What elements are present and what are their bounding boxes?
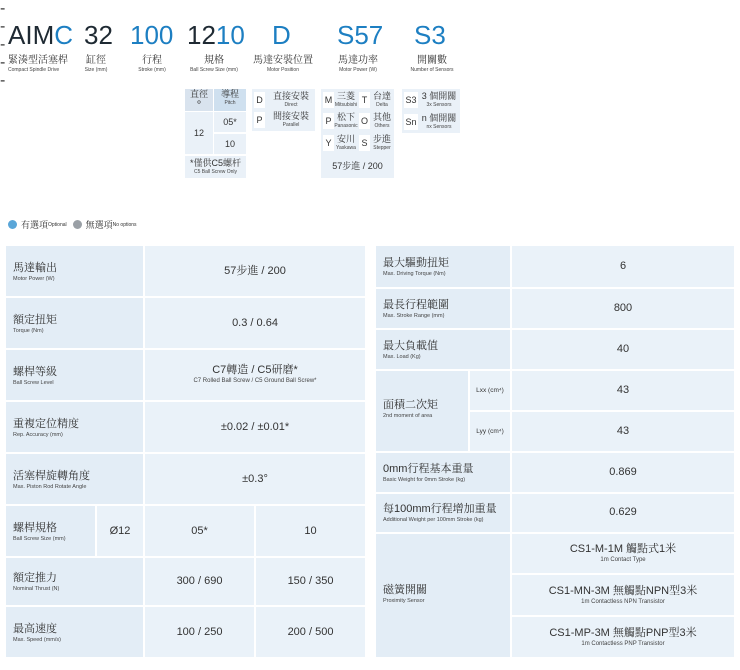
row-add-weight-value: 0.629 (512, 494, 734, 532)
row-driving-torque-value: 6 (512, 246, 734, 287)
row-sensor-label: 磁簧開關 Proximity Sensor (376, 534, 510, 657)
row-driving-torque-label: 最大驅動扭矩 Max. Driving Torque (Nm) (376, 246, 510, 287)
dash: - (0, 72, 6, 89)
segment-label-stroke: 行程 Stroke (mm) (138, 55, 166, 73)
row-stroke-range-value: 800 (512, 289, 734, 328)
screw-head-pitch-text: 導程 Pitch (220, 89, 239, 106)
motor-mitsubishi: 三菱 Mitsubishi (334, 91, 358, 108)
sensor-item: CS1-M-1M 觸點式1米 1m Contact Type (512, 534, 734, 573)
position-options (252, 89, 315, 131)
bore-code: 32 (84, 20, 113, 50)
dash: - (0, 18, 6, 35)
dash: - (0, 0, 6, 17)
row-screw-size-label: 螺桿規格 Ball Screw Size (mm) (6, 506, 95, 556)
dash: - (0, 54, 6, 71)
sensor-3x: 3 個開關 3x Sensors (421, 91, 457, 108)
sensor-code: S3 (414, 20, 446, 50)
row-rotate-value: ±0.3° (145, 454, 365, 504)
row-load-value: 40 (512, 330, 734, 369)
row-stroke-range-label: 最長行程範圍 Max. Stroke Range (mm) (376, 289, 510, 328)
screw-head-diameter-text: 直徑 Φ (189, 89, 208, 106)
row-speed-b: 200 / 500 (256, 607, 365, 657)
row-moment-lxx-value: 43 (512, 371, 734, 410)
screw-pitch-a: 05* (223, 117, 237, 127)
row-moment-lyy-value: 43 (512, 412, 734, 451)
motor-options (321, 89, 394, 178)
row-rotate-label: 活塞桿旋轉角度 Max. Piston Rod Rotate Angle (6, 454, 143, 504)
row-speed-a: 100 / 250 (145, 607, 254, 657)
motor-code-o: O (359, 113, 370, 129)
segment-label-screw: 規格 Ball Screw Size (mm) (190, 55, 238, 73)
position-code-d: D (254, 92, 265, 108)
legend-none-en: No options (112, 221, 137, 228)
segment-label-motor: 馬達功率 Motor Power (W) (338, 55, 378, 73)
legend-none: 無選項 (85, 220, 113, 230)
row-speed-label: 最高速度 Max. Speed (mm/s) (6, 607, 143, 657)
position-parallel: 間接安裝 Parallel (272, 111, 309, 128)
motor-stepper: 步進 Stepper (372, 134, 391, 151)
row-torque-label: 額定扭矩 Torque (Nm) (6, 298, 143, 348)
row-basic-weight-label: 0mm行程基本重量 Basic Weight for 0mm Stroke (kg) (376, 453, 510, 492)
dash: - (0, 36, 6, 53)
sensor-options (402, 89, 460, 133)
no-options-dot-icon (73, 220, 82, 229)
screw-code: 1210 (187, 20, 245, 50)
model-code (0, 0, 740, 90)
row-moment-lyy-label: Lyy (cm⁴) (470, 412, 510, 451)
row-screw-size-dia: Ø12 (97, 506, 143, 556)
row-load-label: 最大負載值 Max. Load (Kg) (376, 330, 510, 369)
row-screw-size-pitch-b: 10 (256, 506, 365, 556)
motor-code-s: S (359, 135, 370, 151)
motor-code-m: M (323, 92, 334, 108)
screw-diameter: 12 (193, 128, 204, 138)
screw-pitch-b: 10 (224, 139, 235, 149)
motor-code: S57 (337, 20, 384, 50)
model-prefix: AIMC (8, 20, 74, 50)
motor-panasonic: 松下 Panasonic (334, 112, 358, 129)
position-code: D (272, 20, 291, 50)
row-motor-power-label: 馬達輸出 Motor Power (W) (6, 246, 143, 296)
optional-dot-icon (8, 220, 17, 229)
row-basic-weight-value: 0.869 (512, 453, 734, 492)
motor-code-t: T (359, 92, 370, 108)
segment-label-sensors: 開關數 Number of Sensors (410, 55, 454, 73)
sensor-item: CS1-MP-3M 無觸點PNP型3米 1m Contactless PNP Transistor (512, 617, 734, 657)
screw-note: *僅供C5螺杆 C5 Ball Screw Only (189, 158, 241, 175)
row-screw-level-value: C7轉造 / C5研磨* C7 Rolled Ball Screw / C5 Ground Ball Screw* (145, 350, 365, 400)
motor-yaskawa: 安川 Yaskawa (336, 134, 356, 151)
row-moment-label: 面積二次矩 2nd moment of area (376, 371, 468, 451)
sensor-code-s3: S3 (404, 92, 418, 108)
row-accuracy-value: ±0.02 / ±0.01* (145, 402, 365, 452)
motor-code-y: Y (323, 135, 334, 151)
row-moment-lxx-label: Lxx (cm⁴) (470, 371, 510, 410)
legend (8, 218, 143, 231)
segment-label-bore: 缸徑 Size (mm) (84, 55, 108, 73)
position-code-p: P (254, 112, 265, 128)
position-direct: 直接安裝 Direct (272, 91, 309, 108)
row-add-weight-label: 每100mm行程增加重量 Additional Weight per 100mm Stroke (kg) (376, 494, 510, 532)
motor-code-p: P (323, 113, 334, 129)
legend-optional: 有選項 (21, 220, 49, 230)
row-motor-power-value: 57步進 / 200 (145, 246, 365, 296)
row-torque-value: 0.3 / 0.64 (145, 298, 365, 348)
segment-label-type: 緊湊型活塞桿 Compact Spindle Drive (8, 55, 68, 73)
sensor-item: CS1-MN-3M 無觸點NPN型3米 1m Contactless NPN Transistor (512, 575, 734, 615)
row-screw-level-label: 螺桿等級 Ball Screw Level (6, 350, 143, 400)
row-screw-size-pitch-a: 05* (145, 506, 254, 556)
sensor-nx: n 個開關 nx Sensors (421, 113, 457, 130)
row-thrust-a: 300 / 690 (145, 558, 254, 605)
motor-delta: 台達 Delta (372, 91, 391, 108)
motor-power: 57步進 / 200 (332, 161, 383, 171)
row-accuracy-label: 重複定位精度 Rep. Accuracy (mm) (6, 402, 143, 452)
row-thrust-b: 150 / 350 (256, 558, 365, 605)
legend-optional-en: Optional (48, 221, 67, 228)
stroke-code: 100 (130, 20, 174, 50)
motor-others: 其他 Others (372, 112, 391, 129)
sensor-code-sn: Sn (404, 114, 418, 130)
segment-label-position: 馬達安裝位置 Motor Position (253, 55, 313, 73)
row-thrust-label: 額定推力 Nominal Thrust (N) (6, 558, 143, 605)
